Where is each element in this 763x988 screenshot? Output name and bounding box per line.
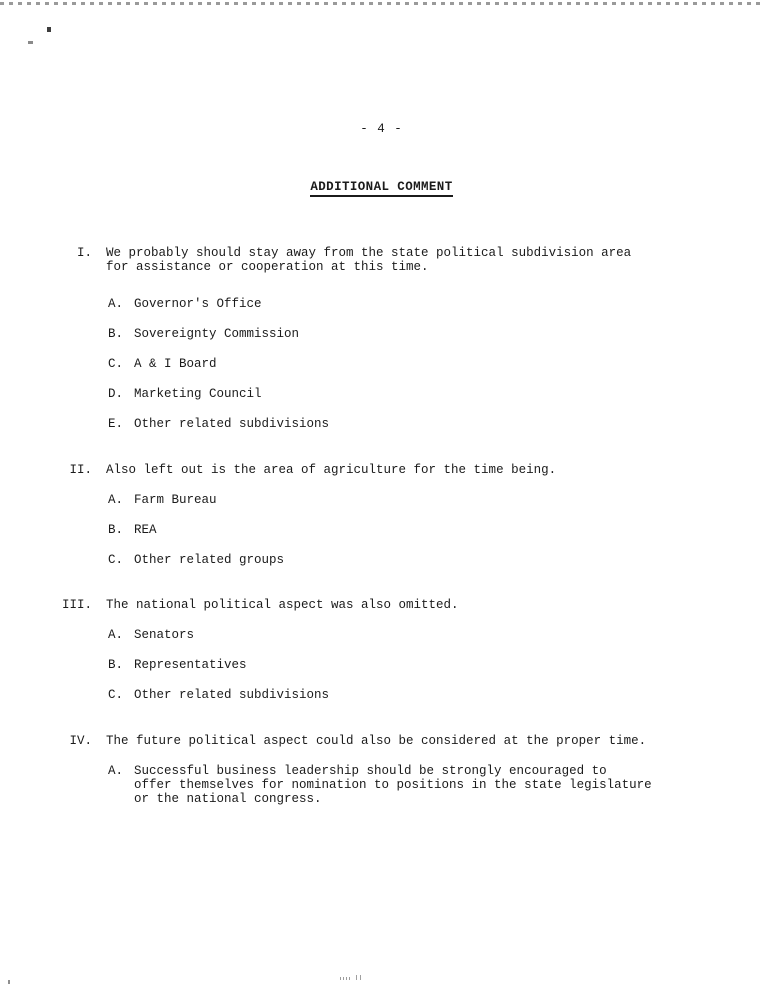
item-text-line: or the national congress. (134, 792, 322, 806)
item-text-line: Governor's Office (134, 297, 262, 311)
item-letter: C. (108, 688, 124, 702)
item-text-line: Other related subdivisions (134, 417, 330, 431)
item-letter: A. (108, 628, 124, 642)
section-text-line: Also left out is the area of agriculture for the time being. (106, 463, 557, 477)
scan-marks (356, 975, 364, 980)
item-text-line: Other related groups (134, 553, 285, 567)
outline-item (108, 523, 763, 537)
top-edge-dashes (0, 2, 763, 5)
item-letter: A. (108, 297, 124, 311)
section-text (106, 598, 459, 612)
outline-item (108, 688, 763, 702)
section-heading (0, 246, 763, 274)
section-text-line: for assistance or cooperation at this time. (106, 260, 429, 274)
item-text (134, 688, 329, 702)
outline-item (108, 493, 763, 507)
item-text-line: Other related subdivisions (134, 688, 330, 702)
document-title (0, 180, 763, 197)
scan-speck (8, 980, 10, 984)
item-letter: B. (108, 327, 124, 341)
item-text-line: Sovereignty Commission (134, 327, 300, 341)
outline-item (108, 327, 763, 341)
scan-marks (340, 977, 350, 980)
item-text-line: Farm Bureau (134, 493, 217, 507)
item-text-line: Marketing Council (134, 387, 262, 401)
item-letter: A. (108, 493, 124, 507)
item-text-line: offer themselves for nomination to positions in the state legislature (134, 778, 652, 792)
item-letter: A. (108, 764, 124, 778)
item-text (134, 417, 329, 431)
scan-speck (28, 41, 33, 44)
item-text (134, 357, 217, 371)
section-numeral: I. (76, 246, 92, 260)
item-letter: B. (108, 658, 124, 672)
section-text-line: The national political aspect was also omitted. (106, 598, 459, 612)
section-text-line: The future political aspect could also be considered at the proper time. (106, 734, 647, 748)
item-letter: C. (108, 357, 124, 371)
section-text-line: We probably should stay away from the state political subdivision area (106, 246, 632, 260)
scan-speck (47, 27, 51, 32)
outline-item (108, 628, 763, 642)
item-letter: B. (108, 523, 124, 537)
item-letter: C. (108, 553, 124, 567)
section-numeral: II. (69, 463, 92, 477)
outline-item (108, 417, 763, 431)
section-text (106, 734, 646, 748)
item-text-line: Successful business leadership should be strongly encouraged to (134, 764, 607, 778)
item-text (134, 523, 157, 537)
item-text (134, 387, 262, 401)
section-heading (0, 598, 763, 612)
item-text-line: REA (134, 523, 157, 537)
section-numeral: III. (61, 598, 92, 612)
outline-item (108, 764, 763, 806)
item-text (134, 493, 217, 507)
section-heading (0, 734, 763, 748)
section-text (106, 463, 556, 477)
item-text (134, 297, 262, 311)
item-text (134, 658, 247, 672)
item-text-line: Representatives (134, 658, 247, 672)
item-text (134, 764, 652, 806)
item-letter: D. (108, 387, 124, 401)
page-number: - 4 - (360, 122, 403, 136)
section-numeral: IV. (69, 734, 92, 748)
outline-item (108, 357, 763, 371)
item-text-line: Senators (134, 628, 195, 642)
outline-item (108, 297, 763, 311)
outline (0, 246, 763, 806)
item-text-line: A & I Board (134, 357, 217, 371)
item-text (134, 553, 284, 567)
section-text (106, 246, 631, 274)
section-heading (0, 463, 763, 477)
item-text (134, 327, 299, 341)
outline-item (108, 553, 763, 567)
item-text (134, 628, 194, 642)
item-letter: E. (108, 417, 124, 431)
outline-item (108, 658, 763, 672)
document-title-text: ADDITIONAL COMMENT (310, 180, 452, 197)
outline-item (108, 387, 763, 401)
